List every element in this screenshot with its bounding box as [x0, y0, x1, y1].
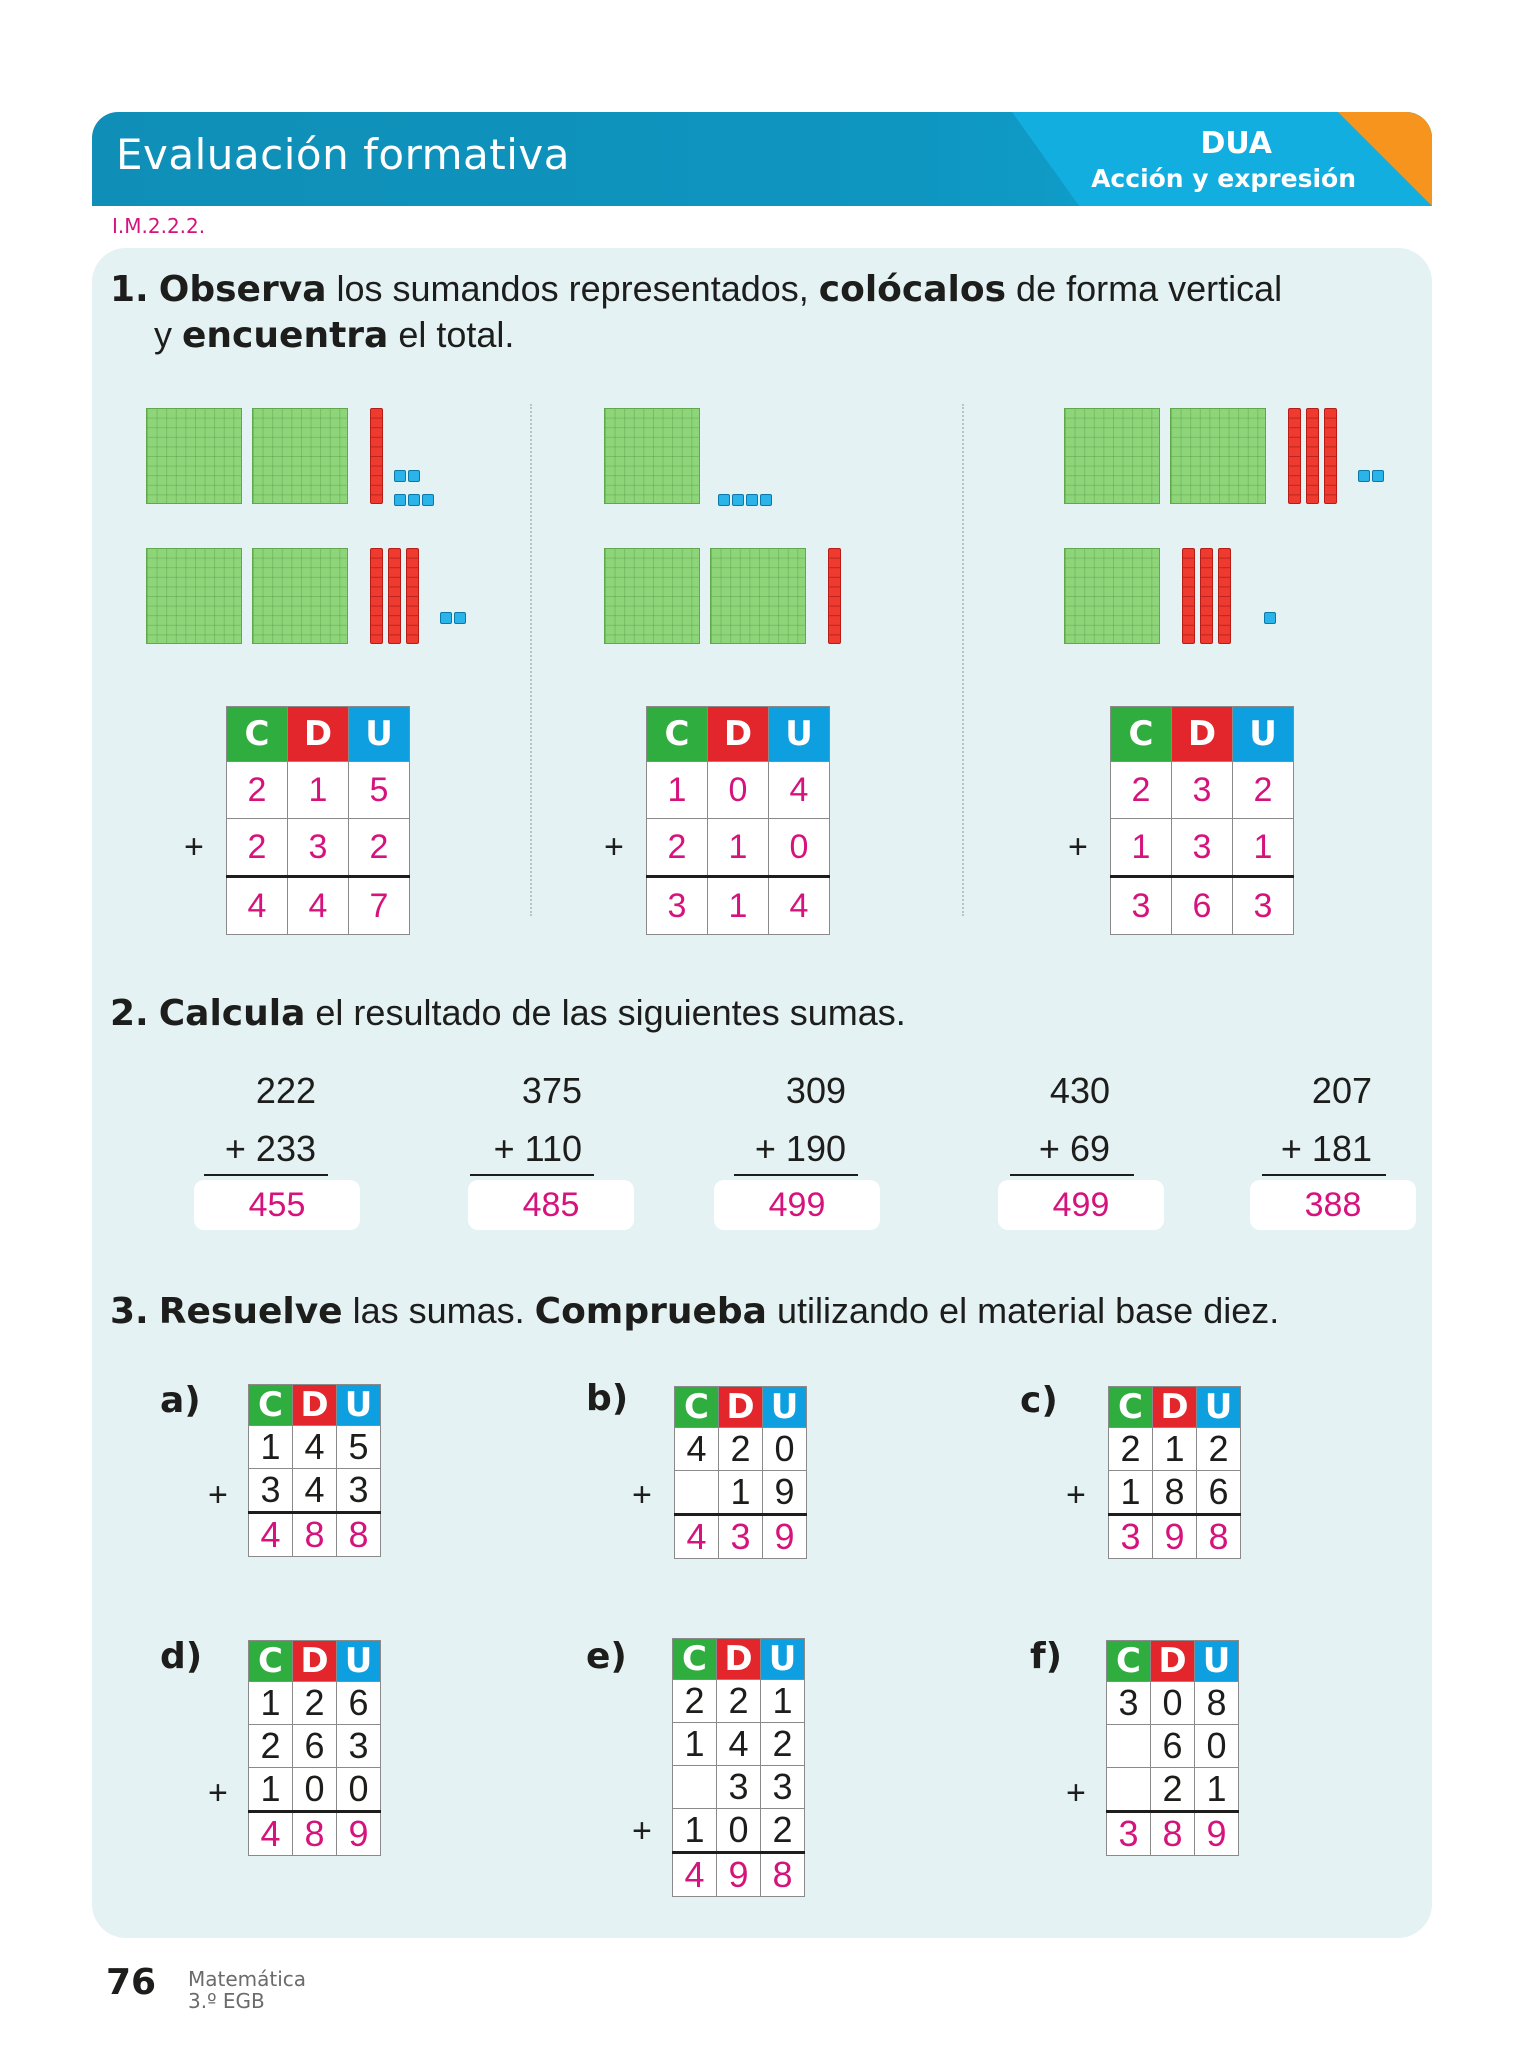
- answer-box[interactable]: 455: [194, 1180, 360, 1230]
- digit-cell: 1: [1109, 1471, 1153, 1515]
- ten-rod-icon: [370, 548, 383, 644]
- digit-cell: 3: [717, 1766, 761, 1809]
- header-c: C: [647, 707, 708, 762]
- header-u: U: [1197, 1387, 1241, 1428]
- header-d: D: [293, 1385, 337, 1426]
- sum-cell[interactable]: 4: [288, 877, 349, 935]
- digit-cell: 5: [337, 1426, 381, 1469]
- header-d: D: [288, 707, 349, 762]
- label-f: f): [1030, 1636, 1063, 1677]
- cdu-table-d: [248, 1640, 381, 1856]
- addend: 375: [521, 1070, 582, 1111]
- label-e: e): [586, 1636, 627, 1677]
- digit-cell: 1: [761, 1680, 805, 1723]
- q1-verb-encuentra: encuentra: [182, 315, 389, 356]
- hundred-flat-icon: [1064, 548, 1160, 644]
- sum-cell[interactable]: 4: [249, 1812, 293, 1856]
- header-d: D: [1151, 1641, 1195, 1682]
- digit-cell: [675, 1471, 719, 1515]
- header-u: U: [337, 1385, 381, 1426]
- q3-text: utilizando el material base diez.: [766, 1290, 1280, 1331]
- header-u: U: [1233, 707, 1294, 762]
- header-c: C: [1111, 707, 1172, 762]
- hundred-flat-icon: [710, 548, 806, 644]
- ten-rod-icon: [1200, 548, 1213, 644]
- unit-cube-icon: [1264, 612, 1276, 624]
- digit-cell: 4: [675, 1428, 719, 1471]
- digit-cell[interactable]: 2: [647, 819, 708, 877]
- answer-box[interactable]: 388: [1250, 1180, 1416, 1230]
- digit-cell: 2: [761, 1809, 805, 1853]
- digit-cell: 3: [337, 1725, 381, 1768]
- unit-cube-icon: [746, 494, 758, 506]
- digit-cell[interactable]: 0: [769, 819, 830, 877]
- header-d: D: [717, 1639, 761, 1680]
- sum-cell[interactable]: 3: [719, 1515, 763, 1559]
- ten-rod-icon: [1288, 408, 1301, 504]
- plus-sign: +: [1068, 828, 1088, 866]
- header-d: D: [1172, 707, 1233, 762]
- unit-cube-icon: [1358, 470, 1370, 482]
- digit-cell[interactable]: 1: [708, 819, 769, 877]
- cdu-table-b: [674, 1386, 807, 1559]
- digit-cell[interactable]: 0: [708, 762, 769, 819]
- sum-cell[interactable]: 3: [1111, 877, 1172, 935]
- digit-cell: [673, 1766, 717, 1809]
- digit-cell: 3: [337, 1469, 381, 1513]
- sum-line: [1010, 1174, 1134, 1176]
- sum-cell[interactable]: 1: [708, 877, 769, 935]
- cdu-table-2: [646, 706, 830, 935]
- label-b: b): [586, 1378, 629, 1419]
- q1-verb-colocalos: colócalos: [818, 269, 1007, 310]
- header-c: C: [675, 1387, 719, 1428]
- addend: + 190: [754, 1128, 846, 1169]
- header-u: U: [763, 1387, 807, 1428]
- digit-cell: 2: [1109, 1428, 1153, 1471]
- q2-verb-calcula: Calcula: [158, 993, 306, 1034]
- q1-instruction-line2: [154, 312, 514, 359]
- unit-cube-icon: [732, 494, 744, 506]
- header-u: U: [1195, 1641, 1239, 1682]
- sum-cell[interactable]: 4: [769, 877, 830, 935]
- sum-cell[interactable]: 8: [337, 1513, 381, 1557]
- unit-cube-icon: [1372, 470, 1384, 482]
- q3-number: 3.: [110, 1291, 149, 1332]
- cdu-table-f: [1106, 1640, 1239, 1856]
- addend: + 233: [224, 1128, 316, 1169]
- hundred-flat-icon: [1170, 408, 1266, 504]
- q2-number: 2.: [110, 993, 149, 1034]
- sum-cell[interactable]: 9: [717, 1853, 761, 1897]
- sum-cell[interactable]: 4: [673, 1853, 717, 1897]
- unit-cube-icon: [408, 470, 420, 482]
- digit-cell[interactable]: 3: [1172, 762, 1233, 819]
- digit-cell: 6: [1197, 1471, 1241, 1515]
- digit-cell: 2: [717, 1680, 761, 1723]
- header-u: U: [337, 1641, 381, 1682]
- ten-rod-icon: [388, 548, 401, 644]
- plus-sign: +: [208, 1774, 228, 1812]
- ten-rod-icon: [1218, 548, 1231, 644]
- cdu-table-a: [248, 1384, 381, 1557]
- digit-cell: 2: [673, 1680, 717, 1723]
- digit-cell[interactable]: 1: [1233, 819, 1294, 877]
- sum-cell[interactable]: 8: [293, 1812, 337, 1856]
- plus-sign: +: [1066, 1476, 1086, 1514]
- digit-cell: 9: [763, 1471, 807, 1515]
- digit-cell: 6: [1151, 1725, 1195, 1768]
- sum-cell[interactable]: 3: [1109, 1515, 1153, 1559]
- digit-cell[interactable]: 2: [227, 819, 288, 877]
- header-c: C: [1109, 1387, 1153, 1428]
- digit-cell: 4: [717, 1723, 761, 1766]
- plus-sign: +: [604, 828, 624, 866]
- q3-verb-comprueba: Comprueba: [534, 1291, 767, 1332]
- footer-subject: [188, 1968, 306, 2012]
- label-d: d): [160, 1636, 203, 1677]
- digit-cell: 1: [673, 1723, 717, 1766]
- hundred-flat-icon: [146, 548, 242, 644]
- q1-instruction-line1: [110, 266, 1282, 313]
- addend: 430: [1049, 1070, 1110, 1111]
- label-a: a): [160, 1380, 201, 1421]
- sum-cell[interactable]: 8: [1197, 1515, 1241, 1559]
- sum-cell[interactable]: 3: [1107, 1812, 1151, 1856]
- plus-sign: +: [184, 828, 204, 866]
- sum-cell[interactable]: 3: [1233, 877, 1294, 935]
- digit-cell: 1: [719, 1471, 763, 1515]
- sum-cell[interactable]: 4: [675, 1515, 719, 1559]
- digit-cell: 2: [761, 1723, 805, 1766]
- unit-cube-icon: [408, 494, 420, 506]
- digit-cell[interactable]: 3: [288, 819, 349, 877]
- digit-cell: 2: [1197, 1428, 1241, 1471]
- answer-box[interactable]: 485: [468, 1180, 634, 1230]
- q1-number: 1.: [110, 269, 149, 310]
- header-u: U: [761, 1639, 805, 1680]
- sum-line: [204, 1174, 328, 1176]
- ten-rod-icon: [828, 548, 841, 644]
- hundred-flat-icon: [604, 408, 700, 504]
- indicator-code: I.M.2.2.2.: [112, 214, 206, 238]
- sum-line: [1262, 1174, 1386, 1176]
- digit-cell: [1107, 1725, 1151, 1768]
- digit-cell: 2: [249, 1725, 293, 1768]
- digit-cell[interactable]: 2: [227, 762, 288, 819]
- unit-cube-icon: [394, 470, 406, 482]
- q2-instruction: [110, 990, 906, 1037]
- q1-text: los sumandos representados,: [326, 268, 819, 309]
- unit-cube-icon: [454, 612, 466, 624]
- sum-cell[interactable]: 9: [1195, 1812, 1239, 1856]
- hundred-flat-icon: [252, 408, 348, 504]
- digit-cell: 1: [1195, 1768, 1239, 1812]
- addend: + 110: [493, 1128, 582, 1169]
- digit-cell: 0: [337, 1768, 381, 1812]
- q1-text: de forma vertical: [1006, 268, 1283, 309]
- digit-cell: 0: [717, 1809, 761, 1853]
- digit-cell: 8: [1195, 1682, 1239, 1725]
- digit-cell: 6: [337, 1682, 381, 1725]
- digit-cell: 3: [761, 1766, 805, 1809]
- unit-cube-icon: [394, 494, 406, 506]
- header-band: [92, 112, 1432, 206]
- page-number: 76: [106, 1962, 157, 2003]
- header-c: C: [249, 1641, 293, 1682]
- answer-box[interactable]: 499: [714, 1180, 880, 1230]
- digit-cell[interactable]: 1: [647, 762, 708, 819]
- plus-sign: +: [208, 1476, 228, 1514]
- digit-cell: 1: [1153, 1428, 1197, 1471]
- digit-cell: 0: [293, 1768, 337, 1812]
- sum-line: [470, 1174, 594, 1176]
- addend: + 69: [1038, 1128, 1110, 1169]
- subject-name: Matemática: [188, 1967, 307, 1991]
- sum-cell[interactable]: 3: [647, 877, 708, 935]
- digit-cell: 2: [1151, 1768, 1195, 1812]
- answer-box[interactable]: 499: [998, 1180, 1164, 1230]
- digit-cell: 3: [249, 1469, 293, 1513]
- q3-instruction: [110, 1288, 1279, 1335]
- ten-rod-icon: [406, 548, 419, 644]
- digit-cell: 1: [249, 1768, 293, 1812]
- ten-rod-icon: [1324, 408, 1337, 504]
- plus-sign: +: [1066, 1774, 1086, 1812]
- digit-cell: 1: [673, 1809, 717, 1853]
- ten-rod-icon: [1182, 548, 1195, 644]
- sum-cell[interactable]: 6: [1172, 877, 1233, 935]
- cdu-table-1: [226, 706, 410, 935]
- unit-cube-icon: [718, 494, 730, 506]
- divider: [962, 404, 964, 916]
- hundred-flat-icon: [146, 408, 242, 504]
- cdu-table-e: [672, 1638, 805, 1897]
- digit-cell: 4: [293, 1469, 337, 1513]
- hundred-flat-icon: [252, 548, 348, 644]
- digit-cell[interactable]: 2: [1111, 762, 1172, 819]
- sum-cell[interactable]: 8: [1151, 1812, 1195, 1856]
- q1-text: y: [154, 314, 183, 355]
- digit-cell: [1107, 1768, 1151, 1812]
- digit-cell[interactable]: 2: [349, 819, 410, 877]
- dua-title: DUA: [1200, 126, 1272, 161]
- header-c: C: [227, 707, 288, 762]
- digit-cell[interactable]: 2: [1233, 762, 1294, 819]
- digit-cell: 2: [293, 1682, 337, 1725]
- digit-cell[interactable]: 3: [1172, 819, 1233, 877]
- q2-text: el resultado de las siguientes sumas.: [305, 992, 906, 1033]
- hundred-flat-icon: [1064, 408, 1160, 504]
- grade-level: 3.º EGB: [188, 1989, 265, 2013]
- sum-cell[interactable]: 4: [249, 1513, 293, 1557]
- q1-text: el total.: [388, 314, 515, 355]
- sum-cell[interactable]: 9: [337, 1812, 381, 1856]
- digit-cell: 0: [1195, 1725, 1239, 1768]
- addend: 207: [1311, 1070, 1372, 1111]
- plus-sign: +: [632, 1812, 652, 1850]
- header-u: U: [349, 707, 410, 762]
- label-c: c): [1020, 1380, 1058, 1421]
- dua-subtitle: Acción y expresión: [1091, 164, 1356, 193]
- sum-cell[interactable]: 8: [761, 1853, 805, 1897]
- sum-line: [734, 1174, 858, 1176]
- addend: + 181: [1280, 1128, 1372, 1169]
- digit-cell[interactable]: 5: [349, 762, 410, 819]
- unit-cube-icon: [760, 494, 772, 506]
- header-c: C: [673, 1639, 717, 1680]
- sum-cell[interactable]: 4: [227, 877, 288, 935]
- divider: [530, 404, 532, 916]
- digit-cell: 1: [249, 1682, 293, 1725]
- digit-cell: 4: [293, 1426, 337, 1469]
- header-d: D: [708, 707, 769, 762]
- header-c: C: [1107, 1641, 1151, 1682]
- digit-cell: 0: [1151, 1682, 1195, 1725]
- addend: 309: [785, 1070, 846, 1111]
- header-d: D: [293, 1641, 337, 1682]
- sum-cell[interactable]: 8: [293, 1513, 337, 1557]
- digit-cell: 8: [1153, 1471, 1197, 1515]
- header-d: D: [719, 1387, 763, 1428]
- q3-verb-resuelve: Resuelve: [158, 1291, 343, 1332]
- q3-text: las sumas.: [342, 1290, 535, 1331]
- header-c: C: [249, 1385, 293, 1426]
- plus-sign: +: [632, 1476, 652, 1514]
- digit-cell: 2: [719, 1428, 763, 1471]
- ten-rod-icon: [1306, 408, 1319, 504]
- digit-cell[interactable]: 1: [288, 762, 349, 819]
- unit-cube-icon: [440, 612, 452, 624]
- digit-cell[interactable]: 1: [1111, 819, 1172, 877]
- header-d: D: [1153, 1387, 1197, 1428]
- addend: 222: [255, 1070, 316, 1111]
- digit-cell: 6: [293, 1725, 337, 1768]
- ten-rod-icon: [370, 408, 383, 504]
- hundred-flat-icon: [604, 548, 700, 644]
- digit-cell[interactable]: 4: [769, 762, 830, 819]
- unit-cube-icon: [422, 494, 434, 506]
- header-u: U: [769, 707, 830, 762]
- sum-cell[interactable]: 7: [349, 877, 410, 935]
- sum-cell[interactable]: 9: [763, 1515, 807, 1559]
- digit-cell: 3: [1107, 1682, 1151, 1725]
- sum-cell[interactable]: 9: [1153, 1515, 1197, 1559]
- cdu-table-c: [1108, 1386, 1241, 1559]
- digit-cell: 1: [249, 1426, 293, 1469]
- q1-verb-observa: Observa: [158, 269, 327, 310]
- cdu-table-3: [1110, 706, 1294, 935]
- page-title: Evaluación formativa: [116, 130, 570, 179]
- digit-cell: 0: [763, 1428, 807, 1471]
